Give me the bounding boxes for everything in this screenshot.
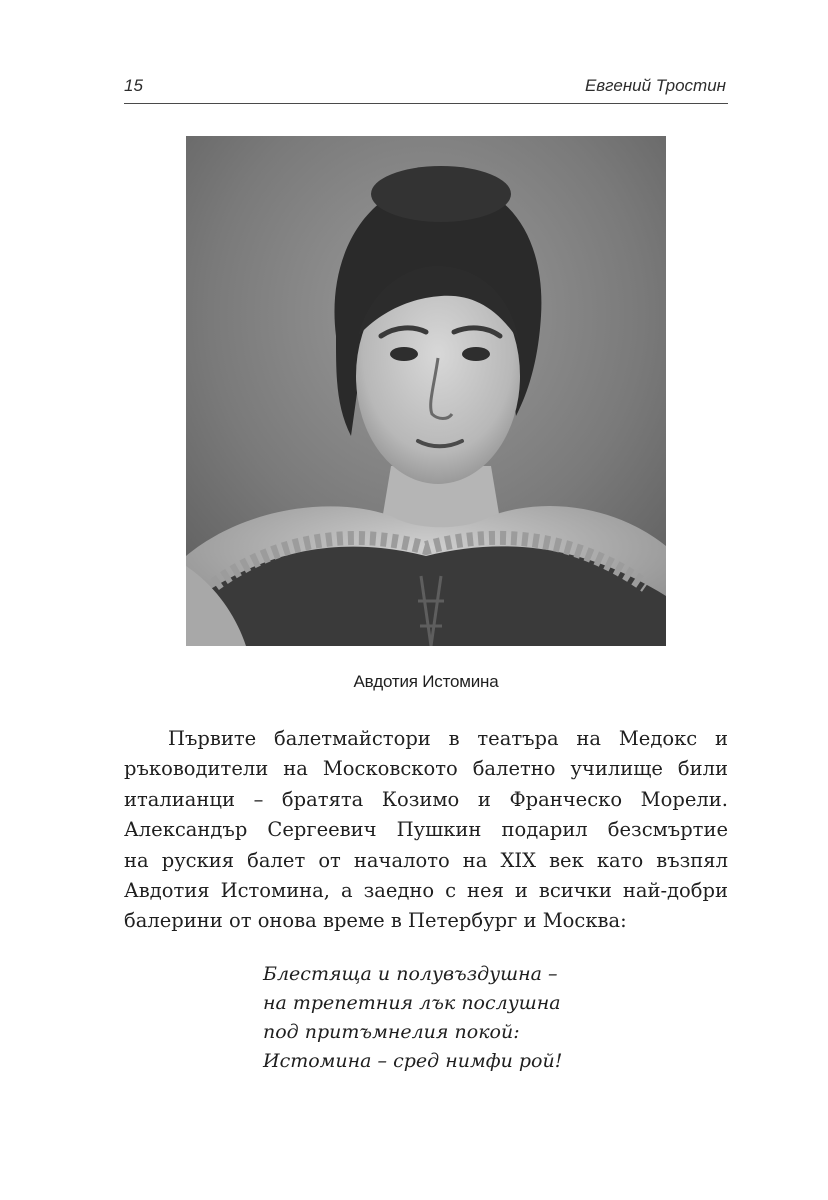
poem-verse-block	[263, 960, 562, 1076]
page-number: 15	[124, 76, 143, 95]
paragraph-line: Авдотия Истомина, а заедно с нея и всички най-добри	[124, 879, 728, 903]
paragraph-line: Александър Сергеевич Пушкин подарил безсмъртие	[124, 818, 728, 842]
figure-caption: Авдотия Истомина	[353, 672, 499, 691]
running-title-author: Евгений Тростин	[584, 76, 726, 95]
poem-line: на трепетния лък послушна	[263, 992, 561, 1014]
paragraph-line: балерини от онова време в Петербург и Москва:	[124, 909, 627, 933]
paragraph-line: на руския балет от началото на XIX век като възпял	[124, 848, 728, 872]
poem-line: Истомина – сред нимфи рой!	[263, 1050, 563, 1072]
paragraph-line: ръководители на Московското балетно училище били	[124, 757, 728, 781]
body-paragraph	[124, 724, 728, 937]
header-rule	[124, 103, 728, 104]
poem-line: под притъмнелия покой:	[263, 1021, 520, 1043]
poem-line: Блестяща и полувъздушна –	[263, 963, 558, 985]
paragraph-line: Първите балетмайстори в театъра на Медокс и	[168, 727, 728, 750]
running-header	[124, 76, 726, 102]
portrait-image	[186, 136, 666, 646]
paragraph-line: италианци – братята Козимо и Франческо Морели.	[124, 787, 728, 811]
